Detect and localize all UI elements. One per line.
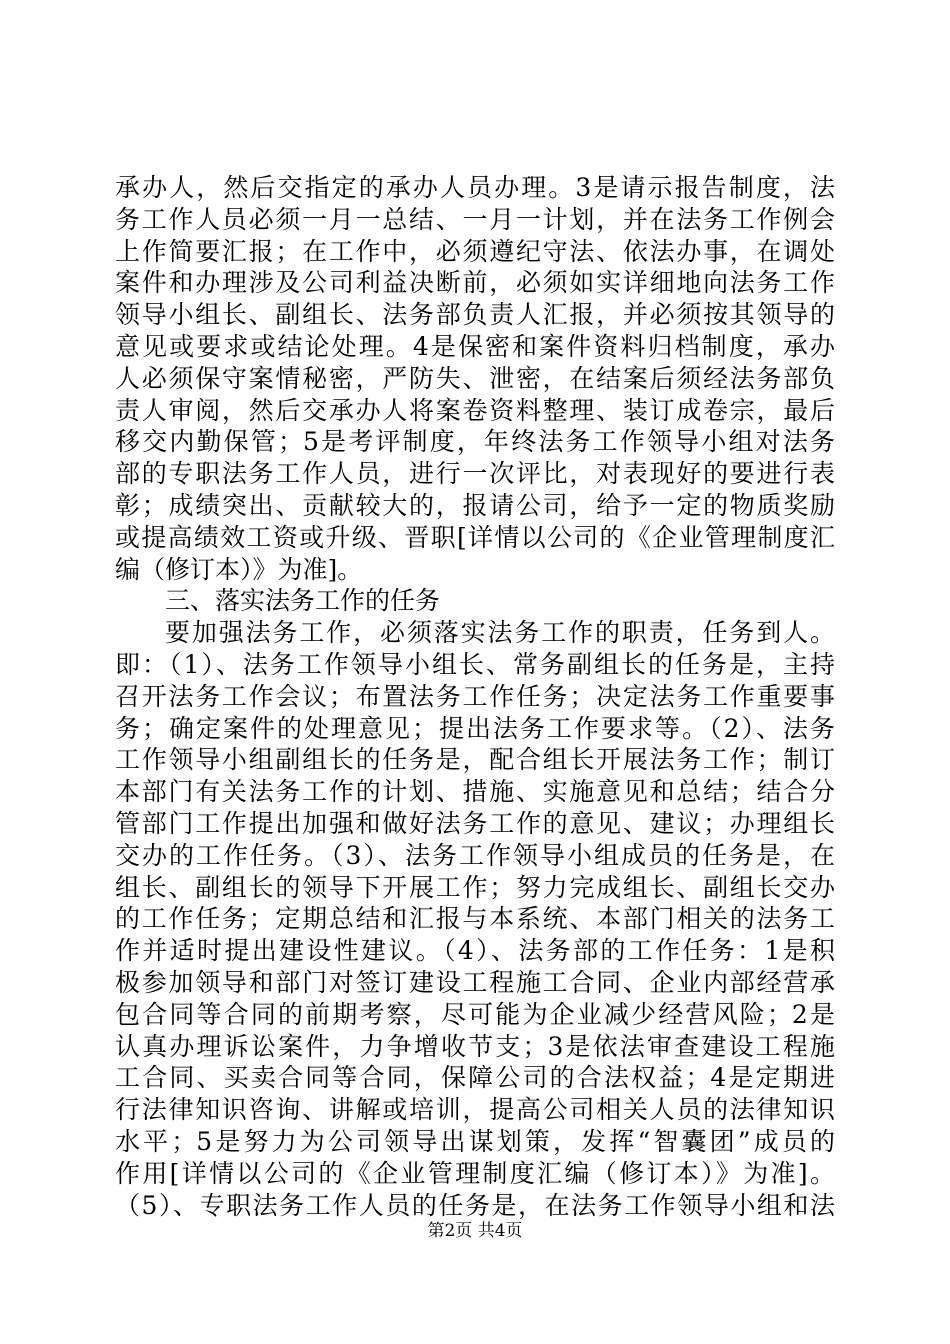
text-line: 移交内勤保管；5是考评制度，年终法务工作领导小组对法务: [115, 427, 835, 457]
text-line: 或提高绩效工资或升级、晋职[详情以公司的《企业管理制度汇: [115, 522, 835, 552]
text-line: 水平；5是努力为公司领导出谋划策，发挥“智囊团”成员的: [115, 1126, 835, 1156]
text-line: 作并适时提出建设性建议。（4）、法务部的工作任务：1是积: [115, 936, 835, 966]
section-heading: 三、落实法务工作的任务: [165, 586, 441, 616]
text-line: 包合同等合同的前期考察，尽可能为企业减少经营风险；2是: [115, 999, 835, 1029]
text-line: 责人审阅，然后交承办人将案卷资料整理、装订成卷宗，最后: [115, 395, 835, 425]
text-line: 即：（1）、法务工作领导小组长、常务副组长的任务是，主持: [115, 649, 835, 679]
page-footer: 第2页 共4页: [427, 1221, 523, 1241]
text-line: 案件和办理涉及公司利益决断前，必须如实详细地向法务工作: [115, 268, 835, 298]
text-line: 工合同、买卖合同等合同，保障公司的合法权益；4是定期进: [115, 1063, 835, 1093]
text-line: 组长、副组长的领导下开展工作；努力完成组长、副组长交办: [115, 872, 835, 902]
text-line: 编（修订本）》为准]。: [115, 554, 363, 584]
text-line: 部的专职法务工作人员，进行一次评比，对表现好的要进行表: [115, 459, 835, 489]
text-line: 彰；成绩突出、贡献较大的，报请公司，给予一定的物质奖励: [115, 490, 835, 520]
text-line: 极参加领导和部门对签订建设工程施工合同、企业内部经营承: [115, 967, 835, 997]
text-line: 意见或要求或结论处理。4是保密和案件资料归档制度，承办: [115, 331, 835, 361]
text-line: 承办人，然后交指定的承办人员办理。3是请示报告制度，法: [115, 173, 835, 202]
text-line: 交办的工作任务。（3）、法务工作领导小组成员的任务是，在: [115, 840, 835, 870]
text-line: 务；确定案件的处理意见；提出法务工作要求等。（2）、法务: [115, 713, 835, 743]
text-line: 本部门有关法务工作的计划、措施、实施意见和总结；结合分: [115, 777, 835, 807]
text-line: 上作简要汇报；在工作中，必须遵纪守法、依法办事，在调处: [115, 236, 835, 266]
text-line: 作用[详情以公司的《企业管理制度汇编（修订本）》为准]。: [115, 1158, 835, 1188]
document-body: [115, 172, 835, 1221]
text-line: 行法律知识咨询、讲解或培训，提高公司相关人员的法律知识: [115, 1095, 835, 1125]
text-line: （5）、专职法务工作人员的任务是，在法务工作领导小组和法: [115, 1190, 835, 1220]
text-line: 要加强法务工作，必须落实法务工作的职责，任务到人。: [165, 618, 835, 648]
text-line: 人必须保守案情秘密，严防失、泄密，在结案后须经法务部负: [115, 363, 835, 393]
text-line: 工作领导小组副组长的任务是，配合组长开展法务工作；制订: [115, 745, 835, 775]
text-line: 务工作人员必须一月一总结、一月一计划，并在法务工作例会: [115, 204, 835, 234]
text-line: 领导小组长、副组长、法务部负责人汇报，并必须按其领导的: [115, 300, 835, 330]
text-line: 召开法务工作会议；布置法务工作任务；决定法务工作重要事: [115, 681, 835, 711]
text-line: 管部门工作提出加强和做好法务工作的意见、建议；办理组长: [115, 808, 835, 838]
text-line: 认真办理诉讼案件，力争增收节支；3是依法审查建设工程施: [115, 1031, 835, 1061]
text-line: 的工作任务；定期总结和汇报与本系统、本部门相关的法务工: [115, 904, 835, 934]
